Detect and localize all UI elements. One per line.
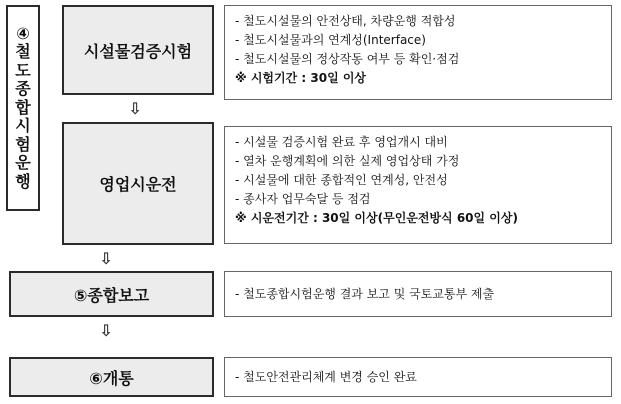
stage-label-char: 시	[15, 116, 31, 136]
down-arrow-icon: ⇩	[128, 99, 142, 118]
stage-label-char: 철	[15, 42, 31, 62]
stage-label-char: 행	[15, 171, 31, 191]
stage-label-comprehensive-test-run	[6, 5, 40, 211]
detail-line: - 철도시설물의 안전상태, 차량운행 적합성	[235, 14, 456, 28]
stage-label-char: 도	[15, 60, 31, 80]
step-title-trial-operation	[62, 122, 214, 245]
down-arrow-icon: ⇩	[99, 321, 113, 340]
step-title-facility-verification	[62, 5, 214, 95]
step-details-opening	[224, 357, 612, 397]
step-details-facility-verification	[224, 5, 612, 100]
detail-line: - 철도시설물과의 연계성(Interface)	[235, 33, 426, 47]
detail-line: - 철도안전관리체계 변경 승인 완료	[235, 369, 417, 384]
detail-line: - 철도종합시험운행 결과 보고 및 국토교통부 제출	[235, 286, 495, 301]
step-title-comprehensive-report	[9, 271, 214, 317]
step-details-comprehensive-report	[224, 271, 612, 317]
detail-line: - 시설물에 대한 종합적인 연계성, 안전성	[235, 173, 448, 187]
step-title-text: 영업시운전	[99, 175, 177, 194]
stage-label-char: 종	[15, 79, 31, 99]
step-title-text: ⑤종합보고	[73, 285, 150, 305]
detail-note: ※ 시운전기간 : 30일 이상(무인운전방식 60일 이상)	[235, 211, 518, 225]
detail-line: - 열차 운행계획에 의한 실제 영업상태 가정	[235, 154, 460, 168]
stage-label-char: 험	[15, 134, 31, 154]
step-title-text: ⑥개통	[89, 368, 134, 388]
stage-label-char: 합	[15, 97, 31, 117]
step-title-opening	[9, 357, 214, 397]
detail-line: - 종사자 업무숙달 등 점검	[235, 192, 371, 206]
step-details-trial-operation	[224, 126, 612, 244]
detail-note: ※ 시험기간 : 30일 이상	[235, 71, 367, 85]
stage-label-char: 운	[15, 153, 31, 173]
step-title-text: 시설물검증시험	[83, 41, 193, 61]
down-arrow-icon: ⇩	[99, 249, 113, 268]
stage-label-char: ④	[16, 23, 30, 43]
detail-line: - 철도시설물의 정상작동 여부 등 확인·점검	[235, 52, 460, 66]
detail-line: - 시설물 검증시험 완료 후 영업개시 대비	[235, 135, 448, 149]
